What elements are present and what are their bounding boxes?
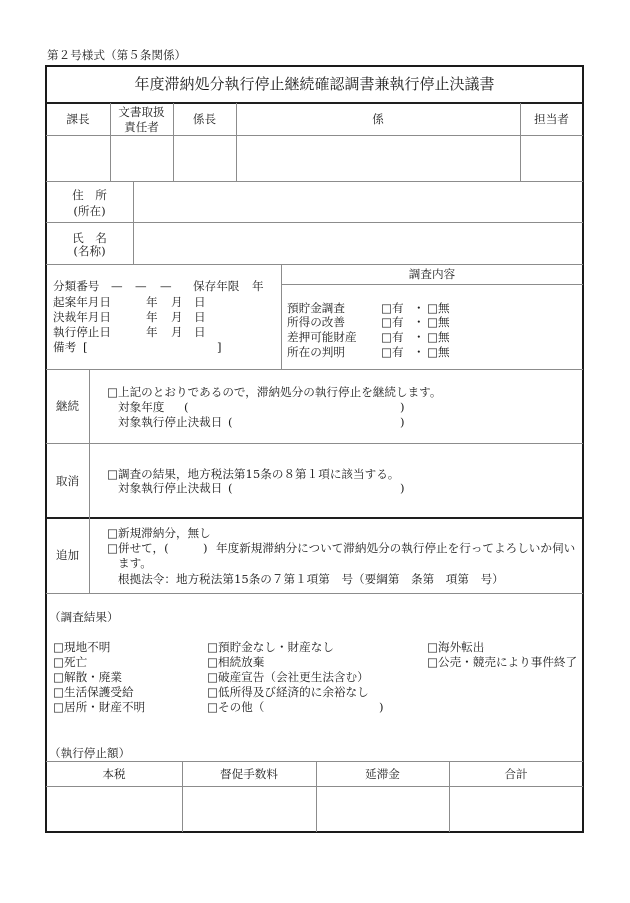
remarks-label: 備考 — [53, 340, 77, 354]
classification-dash: — — [135, 279, 147, 293]
result-option: 公売・競売により事件終了 — [437, 655, 578, 669]
target-decision-date-field[interactable] — [236, 415, 397, 429]
divider-line — [46, 761, 583, 762]
remarks-bracket-close: ] — [217, 340, 222, 354]
approval-header-subsection-chief: 係長 — [192, 112, 217, 126]
other-reason-field[interactable] — [265, 700, 375, 714]
stamp-box-section-chief[interactable] — [47, 136, 109, 180]
retention-unit: 年 — [252, 279, 264, 293]
legal-basis: 根拠法令：地方税法第15条の７第１項第 号（要綱第 条第 項第 号） — [118, 572, 504, 586]
result-option: 死亡 — [63, 655, 88, 669]
yes-label: 有 — [391, 345, 404, 359]
result-option: 破産宣告（会社更生法含む） — [217, 670, 369, 684]
suspension-date-label: 執行停止日 — [53, 325, 111, 339]
yes-label: 有 — [391, 301, 404, 315]
amount-field-late-charge[interactable] — [317, 787, 448, 831]
paren-open: ( — [228, 481, 233, 495]
checkbox[interactable]: □ — [53, 670, 64, 684]
checkbox[interactable]: □ — [427, 330, 438, 344]
day-unit: 日 — [194, 310, 206, 324]
target-year-field[interactable] — [192, 400, 397, 414]
continuation-statement: 上記のとおりであるので，滞納処分の執行停止を継続します。 — [117, 385, 442, 399]
separator: ・ — [413, 315, 425, 329]
month-unit: 月 — [171, 325, 183, 339]
paren-close: ) — [400, 415, 405, 429]
draft-date-label: 起案年月日 — [53, 295, 111, 309]
form-title: 年度滞納処分執行停止継続確認調書兼執行停止決議書 — [134, 75, 495, 93]
cancellation-statement: 調査の結果，地方税法第15条の８第１項に該当する。 — [117, 467, 400, 481]
no-label: 無 — [437, 315, 450, 329]
addition-label: 追加 — [55, 548, 80, 562]
form-number: 第２号様式（第５条関係） — [47, 48, 187, 62]
result-option-other: その他（ — [217, 700, 265, 714]
checkbox[interactable]: □ — [53, 685, 64, 699]
result-option: 預貯金なし・財産なし — [217, 640, 334, 654]
day-unit: 日 — [194, 295, 206, 309]
stamp-box-subsection-chief[interactable] — [174, 136, 235, 180]
approval-header-section-chief: 課長 — [66, 112, 90, 126]
additional-suspension-text-cont: ます。 — [118, 556, 152, 570]
investigation-item-label: 所在の判明 — [287, 345, 345, 359]
month-unit: 月 — [171, 310, 183, 324]
amount-field-principal-tax[interactable] — [47, 787, 181, 831]
divider-line — [46, 369, 583, 370]
remarks-field[interactable] — [90, 340, 214, 354]
checkbox[interactable]: □ — [107, 541, 118, 555]
no-label: 無 — [437, 345, 450, 359]
additional-year-field[interactable] — [172, 541, 201, 555]
remarks-bracket-open: [ — [83, 340, 88, 354]
name-label-sub: (名称) — [73, 244, 106, 258]
amount-header-principal-tax: 本税 — [102, 767, 126, 781]
checkbox[interactable]: □ — [107, 385, 118, 399]
checkbox[interactable]: □ — [381, 345, 392, 359]
amount-header-total: 合計 — [504, 767, 528, 781]
day-unit: 日 — [194, 325, 206, 339]
retention-label: 保存年限 — [193, 279, 240, 293]
separator: ・ — [413, 330, 425, 344]
checkbox[interactable]: □ — [207, 670, 218, 684]
paren-close: ) — [400, 400, 405, 414]
investigation-item-label: 所得の改善 — [287, 315, 345, 329]
approval-header-person-in-charge: 担当者 — [534, 112, 569, 126]
result-option: 海外転出 — [437, 640, 485, 654]
yes-label: 有 — [391, 330, 404, 344]
divider-line — [46, 264, 583, 265]
stamp-box-document-officer[interactable] — [111, 136, 172, 180]
month-unit: 月 — [171, 295, 183, 309]
amount-header-demand-fee: 督促手数料 — [220, 767, 278, 781]
name-field[interactable] — [134, 223, 582, 263]
no-label: 無 — [437, 301, 450, 315]
checkbox[interactable]: □ — [207, 700, 218, 714]
target-year-label: 対象年度 — [118, 400, 165, 414]
target-decision-date-label: 対象執行停止決裁日 — [118, 415, 223, 429]
additional-suspension-prefix: 併せて，( — [117, 541, 169, 555]
result-option: 現地不明 — [63, 640, 111, 654]
approval-header-document-officer-line2: 責任者 — [124, 120, 159, 134]
checkbox[interactable]: □ — [53, 640, 64, 654]
amount-field-demand-fee[interactable] — [183, 787, 315, 831]
cancellation-label: 取消 — [55, 474, 80, 488]
paren-close: ) — [400, 481, 405, 495]
investigation-item-label: 差押可能財産 — [287, 330, 357, 344]
result-option: 居所・財産不明 — [63, 700, 146, 714]
stamp-box-staff[interactable] — [237, 136, 519, 180]
amount-header-late-charge: 延滞金 — [365, 767, 400, 781]
target-decision-date-label: 対象執行停止決裁日 — [118, 481, 223, 495]
checkbox[interactable]: □ — [381, 330, 392, 344]
year-unit: 年 — [146, 310, 158, 324]
amounts-heading: （執行停止額） — [49, 746, 131, 760]
result-option: 生活保護受給 — [63, 685, 134, 699]
checkbox[interactable]: □ — [207, 655, 218, 669]
checkbox[interactable]: □ — [427, 640, 438, 654]
year-unit: 年 — [146, 295, 158, 309]
continuation-label: 継続 — [55, 399, 80, 413]
separator: ・ — [413, 345, 425, 359]
divider-line — [281, 284, 583, 285]
checkbox[interactable]: □ — [381, 315, 392, 329]
divider-line — [46, 443, 583, 444]
decision-date-label: 決裁年月日 — [53, 310, 111, 324]
checkbox[interactable]: □ — [207, 685, 218, 699]
paren-close: ) — [203, 541, 208, 555]
address-label-sub: (所在) — [73, 204, 106, 218]
checkbox[interactable]: □ — [107, 467, 118, 481]
checkbox[interactable]: □ — [107, 526, 118, 540]
paren-open: ( — [184, 400, 189, 414]
approval-header-staff: 係 — [372, 112, 384, 126]
results-heading: （調査結果） — [49, 610, 119, 624]
result-option: 相続放棄 — [217, 655, 265, 669]
investigation-item-label: 預貯金調査 — [287, 301, 345, 315]
investigation-header: 調査内容 — [408, 267, 456, 281]
paren-open: ( — [228, 415, 233, 429]
divider-line — [46, 517, 583, 519]
checkbox[interactable]: □ — [53, 700, 64, 714]
divider-line — [46, 102, 583, 104]
paren-close: ) — [379, 700, 384, 714]
separator: ・ — [413, 301, 425, 315]
classification-dash: — — [160, 279, 172, 293]
no-new-delinquency-option: 新規滞納分，無し — [117, 526, 211, 540]
additional-suspension-text: 年度新規滞納分について滞納処分の執行停止を行ってよろしいか伺い — [216, 541, 576, 555]
checkbox[interactable]: □ — [427, 655, 438, 669]
classification-label: 分類番号 — [53, 279, 100, 293]
checkbox[interactable]: □ — [53, 655, 64, 669]
target-decision-date-field[interactable] — [236, 481, 397, 495]
checkbox[interactable]: □ — [207, 640, 218, 654]
address-field[interactable] — [134, 182, 582, 221]
result-option: 低所得及び経済的に余裕なし — [217, 685, 369, 699]
no-label: 無 — [437, 330, 450, 344]
result-option: 解散・廃業 — [63, 670, 122, 684]
approval-header-document-officer: 文書取扱 — [118, 105, 165, 119]
checkbox[interactable]: □ — [427, 315, 438, 329]
year-unit: 年 — [146, 325, 158, 339]
yes-label: 有 — [391, 315, 404, 329]
checkbox[interactable]: □ — [427, 301, 438, 315]
stamp-box-person-in-charge[interactable] — [521, 136, 582, 180]
amount-field-total[interactable] — [450, 787, 582, 831]
checkbox[interactable]: □ — [427, 345, 438, 359]
divider-line — [89, 369, 90, 593]
checkbox[interactable]: □ — [381, 301, 392, 315]
divider-line — [46, 593, 583, 594]
name-label: 氏 名 — [72, 231, 107, 245]
address-label: 住 所 — [72, 188, 107, 202]
classification-dash: — — [111, 279, 123, 293]
